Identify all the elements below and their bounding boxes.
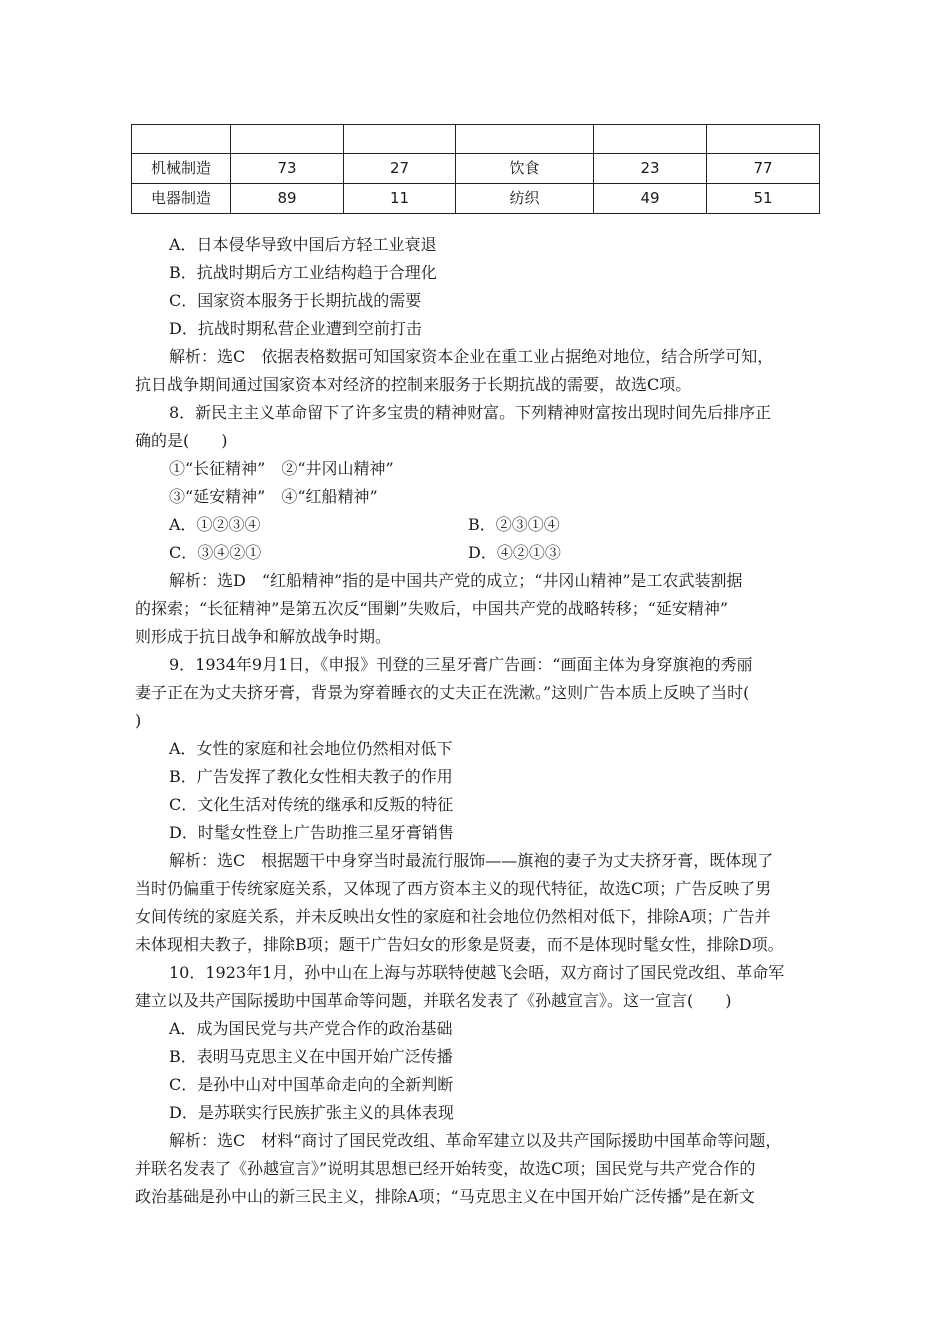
q8-item-line: ③“延安精神” ④“红船精神” [169,487,378,506]
q9-option-d: D．时髦女性登上广告助推三星牙膏销售 [169,823,454,842]
q10-stem-line: 10．1923年1月，孙中山在上海与苏联特使越飞会晤，双方商讨了国民党改组、革命军 [169,963,785,982]
q8-option-c: C．③④②① [169,543,262,562]
q10-option-d: D．是苏联实行民族扩张主义的具体表现 [169,1103,454,1122]
table-cell: 73 [231,154,344,184]
q9-stem-line: ) [135,711,142,730]
table-cell: 49 [594,184,707,214]
q8-analysis-line: 的探索；“长征精神”是第五次反“围剿”失败后，中国共产党的战略转移；“延安精神” [135,599,729,618]
q9-stem-line: 妻子正在为丈夫挤牙膏，背景为穿着睡衣的丈夫正在洗漱。”这则广告本质上反映了当时( [135,683,750,702]
q10-option-a: A．成为国民党与共产党合作的政治基础 [169,1019,453,1038]
table-cell: 89 [231,184,344,214]
q9-analysis-line: 当时仍偏重于传统家庭关系，又体现了西方资本主义的现代特征，故选C项；广告反映了男 [135,879,772,898]
q9-analysis-line: 未体现相夫教子，排除B项；题干广告妇女的形象是贤妻，而不是体现时髦女性，排除D项。 [135,935,784,954]
table-cell: 77 [707,154,820,184]
table-row [132,125,820,154]
q8-option-row [135,539,819,567]
q8-analysis-line: 则形成于抗日战争和解放战争时期。 [135,627,392,646]
table-cell: 27 [344,154,456,184]
q7-option-c: C．国家资本服务于长期抗战的需要 [169,291,422,310]
q7-option-b: B．抗战时期后方工业结构趋于合理化 [169,263,437,282]
q10-analysis-line: 并联名发表了《孙越宣言》”说明其思想已经开始转变，故选C项；国民党与共产党合作的 [135,1159,756,1178]
q9-option-c: C．文化生活对传统的继承和反叛的特征 [169,795,454,814]
q9-analysis-line: 女间传统的家庭关系，并未反映出女性的家庭和社会地位仍然相对低下，排除A项；广告并 [135,907,771,926]
table-cell [456,125,594,154]
table-cell [344,125,456,154]
q8-stem-line: 8．新民主主义革命留下了许多宝贵的精神财富。下列精神财富按出现时间先后排序正 [169,403,772,422]
q8-item-line: ①“长征精神” ②“井冈山精神” [169,459,394,478]
q10-option-c: C．是孙中山对中国革命走向的全新判断 [169,1075,454,1094]
q9-stem-line: 9．1934年9月1日，《申报》刊登的三星牙膏广告画：“画面主体为身穿旗袍的秀丽 [169,655,753,674]
q9-option-a: A．女性的家庭和社会地位仍然相对低下 [169,739,453,758]
q8-option-row [135,511,819,539]
q8-option-b: B．②③①④ [468,515,560,534]
table-cell: 纺织 [456,184,594,214]
q9-analysis-line: 解析：选C 根据题干中身穿当时最流行服饰——旗袍的妻子为丈夫挤牙膏，既体现了 [169,851,774,870]
q10-analysis-line: 解析：选C 材料“商讨了国民党改组、革命军建立以及共产国际援助中国革命等问题， [169,1131,782,1150]
table-row [132,154,820,184]
table-cell: 23 [594,154,707,184]
table-cell: 51 [707,184,820,214]
q8-analysis-line: 解析：选D “红船精神”指的是中国共产党的成立；“井冈山精神”是工农武装割据 [169,571,743,590]
table-cell [707,125,820,154]
q7-analysis-line: 抗日战争期间通过国家资本对经济的控制来服务于长期抗战的需要，故选C项。 [135,375,692,394]
q7-analysis-line: 解析：选C 依据表格数据可知国家资本企业在重工业占据绝对地位，结合所学可知， [169,347,774,366]
table-row [132,184,820,214]
q10-stem-line: 建立以及共产国际援助中国革命等问题，并联名发表了《孙越宣言》。这一宣言( ) [135,991,732,1010]
q7-option-a: A．日本侵华导致中国后方轻工业衰退 [169,235,437,254]
data-table [131,124,820,214]
table-cell: 机械制造 [132,154,231,184]
table-cell: 电器制造 [132,184,231,214]
q9-option-b: B．广告发挥了教化女性相夫教子的作用 [169,767,453,786]
q10-analysis-line: 政治基础是孙中山的新三民主义，排除A项；“马克思主义在中国开始广泛传播”是在新文 [135,1187,755,1206]
question-content [135,231,819,1211]
q8-stem-line: 确的是( ) [135,431,228,450]
table-cell [231,125,344,154]
table-cell [594,125,707,154]
q7-option-d: D．抗战时期私营企业遭到空前打击 [169,319,422,338]
table-cell: 饮食 [456,154,594,184]
q8-option-d: D．④②①③ [468,543,561,562]
q8-option-a: A．①②③④ [169,515,261,534]
table-cell [132,125,231,154]
q10-option-b: B．表明马克思主义在中国开始广泛传播 [169,1047,453,1066]
table-cell: 11 [344,184,456,214]
